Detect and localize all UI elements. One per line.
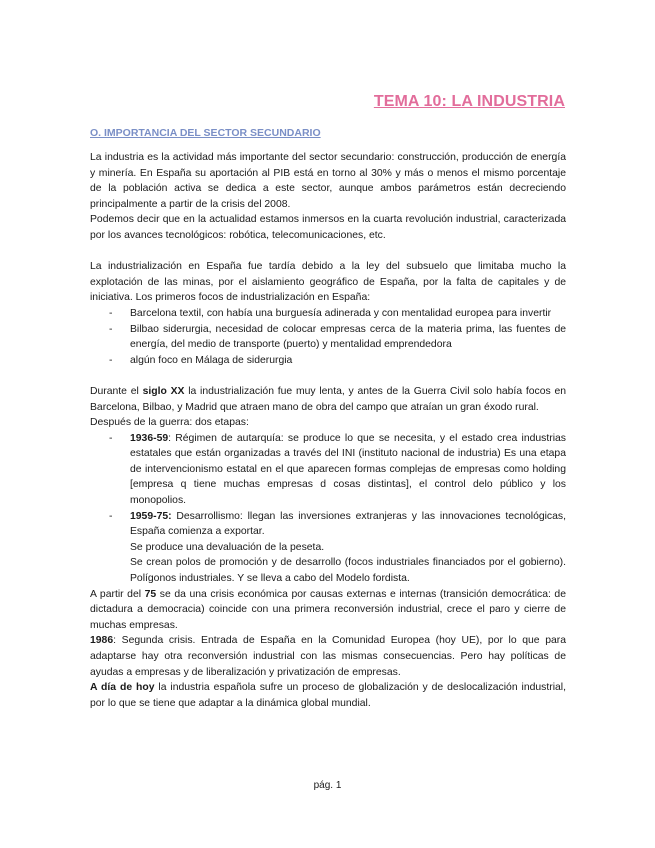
spacer <box>90 244 566 260</box>
list-item: - algún foco en Málaga de siderurgia <box>90 353 566 369</box>
stage-label: 1936-59 <box>130 432 169 444</box>
spacer <box>90 368 566 384</box>
text-run: la industrialización fue muy lenta, y antes de la Guerra Civil solo había focos en Barcelona, Bilbao, y Madrid que atraen mano de obra del campo que atraían un gran éxodo rural. <box>90 385 567 413</box>
first-foci-list <box>90 306 566 368</box>
bold-run: siglo XX <box>142 385 185 397</box>
list-item <box>90 509 566 540</box>
section-heading: O. IMPORTANCIA DEL SECTOR SECUNDARIO <box>90 127 321 139</box>
text-run: se da una crisis económica por causas externas e internas (transición democrática: de dictadura a democracia) coincide con una primera reconversión industrial, crece el paro y cierre de muchas empresas. <box>90 588 566 631</box>
page-number: pág. 1 <box>313 780 342 791</box>
after-war-heading: Después de la guerra: dos etapas: <box>90 417 249 429</box>
text-run: Durante el <box>90 385 143 397</box>
paragraph-75 <box>90 587 566 634</box>
paragraph-1986 <box>90 633 566 680</box>
bold-run: A día de hoy <box>90 682 155 694</box>
page-title: TEMA 10: LA INDUSTRIA <box>373 93 565 110</box>
intro-paragraph-2: Podemos decir que en la actualidad estamos inmersos en la cuarta revolución industrial, caracterizada por los avances tecnológicos: robótica, telecomunicaciones, etc. <box>90 214 566 241</box>
list-item: - Barcelona textil, con había una burguesía adinerada y con mentalidad europea para invertir <box>90 306 566 322</box>
list-item: - Bilbao siderurgia, necesidad de colocar empresas cerca de la materia prima, las fuentes de energía, del medio de transporte (puerto) y mentalidad emprendedora <box>90 322 566 353</box>
text-run: : Segunda crisis. Entrada de España en la Comunidad Europea (hoy UE), por lo que para adaptarse hay otra reconversión industrial con las mismas consecuencias. Pero hay políticas de ayudas a empresas y de liberalización y privatización de empresas. <box>90 635 566 678</box>
list-item <box>90 431 566 509</box>
bold-run: 1986 <box>90 635 114 647</box>
document-body <box>90 150 566 711</box>
stages-list <box>90 431 566 540</box>
stage-continuation: Se produce una devaluación de la peseta. <box>130 541 325 553</box>
text-run: A partir del <box>90 588 145 600</box>
stage-continuation: Se crean polos de promoción y de desarrollo (focos industriales financiados por el gobierno). Polígonos industriales. Y se lleva a cabo del Modelo fordista. <box>130 557 566 585</box>
stage-label: 1959-75: <box>130 510 172 522</box>
text-run: la industria española sufre un proceso de globalización y de deslocalización industrial, por lo que se tiene que adaptar a la dinámica global mundial. <box>90 682 566 709</box>
stage-text: Desarrollismo: llegan las inversiones extranjeras y las innovaciones tecnológicas, España comienza a exportar. <box>130 510 566 538</box>
intro-paragraph-1: La industria es la actividad más importante del sector secundario: construcción, producción de energía y minería. En España su aportación al PIB está en torno al 30% y más o menos el mismo porcentaje de la población activa se dedica a este sector, aunque ambos parámetros están decreciendo principalmente a partir de la crisis del 2008. <box>90 152 566 210</box>
industrialization-paragraph: La industrialización en España fue tardía debido a la ley del subsuelo que limitaba mucho la explotación de las minas, por el aislamiento geográfico de España, por la falta de capitales y de iniciativa. Los primeros focos de industrialización en España: <box>90 261 566 304</box>
paragraph-today <box>90 680 566 711</box>
stage-text: : Régimen de autarquía: se produce lo que se necesita, y el estado crea industrias estatales que están organizadas a través del INI (instituto nacional de industria) Es una etapa de intervencionismo estatal en el que aparecen formas complejas de empresas como holding [empresa q tiene muchas empresas d cosas distintas], el control delo público y los monopolios. <box>130 432 566 507</box>
siglo-xx-paragraph <box>90 384 566 415</box>
bold-run: 75 <box>144 588 157 600</box>
